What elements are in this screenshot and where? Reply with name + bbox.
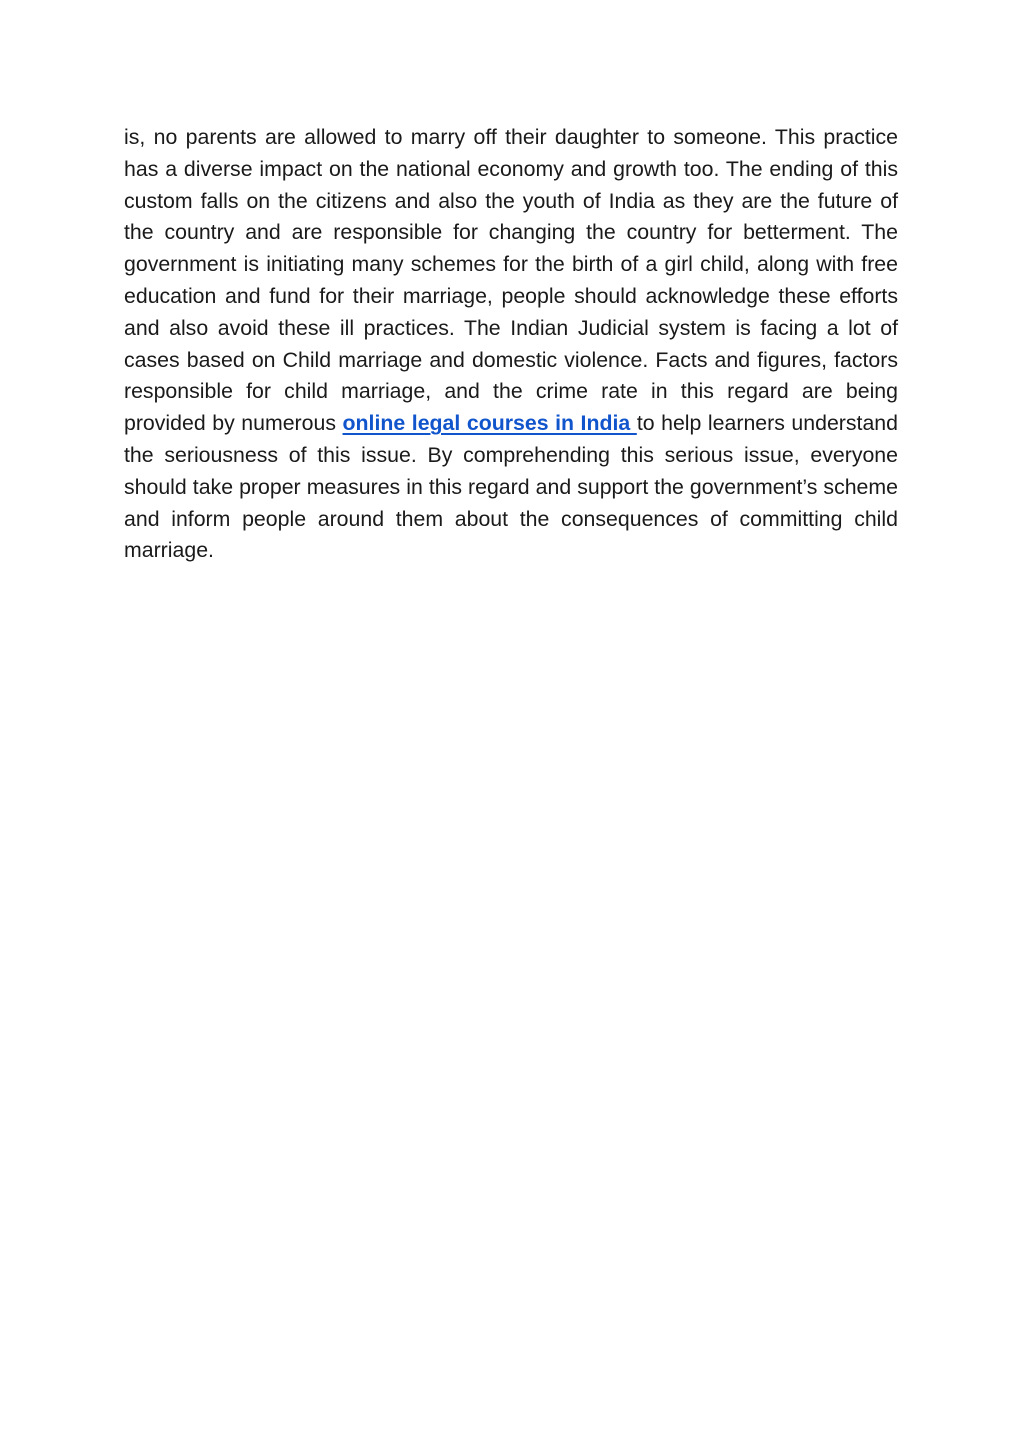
body-paragraph <box>124 122 898 567</box>
paragraph-text-after-link: to help learners understand the seriousness of this issue. By comprehending this serious issue, everyone should take proper measures in this regard and support the government’s scheme and inform people around them about the consequences of committing child marriage. <box>124 411 898 563</box>
paragraph-text-before-link: is, no parents are allowed to marry off their daughter to someone. This practice has a diverse impact on the national economy and growth too. The ending of this custom falls on the citizens and also the youth of India as they are the future of the country and are responsible for changing the country for betterment. The government is initiating many schemes for the birth of a girl child, along with free education and fund for their marriage, people should acknowledge these efforts and also avoid these ill practices. The Indian Judicial system is facing a lot of cases based on Child marriage and domestic violence. Facts and figures, factors responsible for child marriage, and the crime rate in this regard are being provided by numerous <box>124 125 898 436</box>
online-legal-courses-link[interactable]: online legal courses in India <box>342 411 637 436</box>
